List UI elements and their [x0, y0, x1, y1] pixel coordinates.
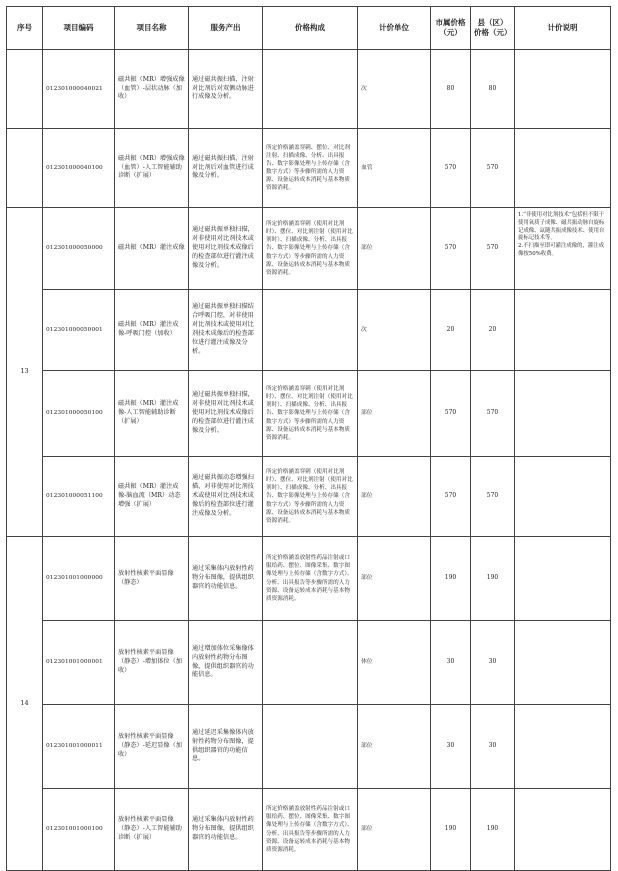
- code-cell: 012301001000100: [43, 789, 115, 871]
- note-cell: 1.“非使用对比剂技术”包括但不限于使用氧质子成像、磁共振动脉自旋标记成像、氙随共振成像技术、使用自旋标记技术等。 2.不扫描至即可灌注成像的，灌注成像按50%收费。: [515, 208, 611, 290]
- county-price-cell: 190: [471, 537, 515, 621]
- composition-cell: [263, 705, 358, 789]
- table-row: [7, 621, 611, 705]
- unit-cell: 部位: [358, 705, 431, 789]
- name-cell: 放射性核素平面显像（静态）-增加体位（加收）: [115, 621, 189, 705]
- header-market-price: 市属价格（元）: [431, 7, 471, 50]
- table-row: [7, 705, 611, 789]
- code-cell: 012301001000001: [43, 621, 115, 705]
- unit-cell: 部位: [358, 208, 431, 290]
- code-cell: 012301000051100: [43, 457, 115, 537]
- composition-cell: 所定价格涵盖放射性药品注射或口服给药、摆位、图像采集、数字图像处理与上传存储（含数字方式）、分析、出具报告等步骤所需的人力资源、设备运转成本消耗与基本物质资源消耗。: [263, 789, 358, 871]
- header-composition: 价格构成: [263, 7, 358, 50]
- market-price-cell: 570: [431, 208, 471, 290]
- composition-cell: 所定价格涵盖穿刺（使用对比剂时）、摆位、对比剂注射（使用对比剂时）、扫描成像、分析、出具报告、数字影像处理与上传存储（含数字方式）等步骤所需的人力资源、设备运转成本消耗与基本物质资源消耗。: [263, 208, 358, 290]
- table-row: [7, 537, 611, 621]
- group-seq-cell: 13: [7, 208, 43, 537]
- note-cell: [515, 457, 611, 537]
- market-price-cell: 20: [431, 290, 471, 371]
- unit-cell: 次: [358, 290, 431, 371]
- seq-cell: [7, 129, 43, 208]
- code-cell: 012301001000000: [43, 537, 115, 621]
- note-cell: [515, 290, 611, 371]
- header-note: 计价说明: [515, 7, 611, 50]
- table-row: [7, 290, 611, 371]
- county-price-cell: 20: [471, 290, 515, 371]
- price-table: [6, 6, 611, 871]
- market-price-cell: 30: [431, 621, 471, 705]
- county-price-cell: 570: [471, 371, 515, 457]
- table-row: [7, 50, 611, 129]
- output-cell: 通过延迟采集像体内放射性药物分布图像，提供组织器官的功能信息。: [189, 705, 263, 789]
- output-cell: 通过采集体内放射性药物分布图像，提供组织器官的功能信息。: [189, 789, 263, 871]
- market-price-cell: 570: [431, 457, 471, 537]
- note-cell: [515, 50, 611, 129]
- county-price-cell: 570: [471, 208, 515, 290]
- unit-cell: 部位: [358, 371, 431, 457]
- unit-cell: 体位: [358, 621, 431, 705]
- unit-cell: 部位: [358, 537, 431, 621]
- market-price-cell: 190: [431, 537, 471, 621]
- note-cell: [515, 129, 611, 208]
- code-cell: 012301000050000: [43, 208, 115, 290]
- table-row: [7, 457, 611, 537]
- header-row: [7, 7, 611, 50]
- name-cell: 放射性核素平面显像（静态）-人工智能辅助诊断（扩展）: [115, 789, 189, 871]
- unit-cell: 血管: [358, 129, 431, 208]
- header-name: 项目名称: [115, 7, 189, 50]
- header-unit: 计价单位: [358, 7, 431, 50]
- code-cell: 012301000040100: [43, 129, 115, 208]
- note-cell: [515, 537, 611, 621]
- unit-cell: 次: [358, 50, 431, 129]
- unit-cell: 部位: [358, 789, 431, 871]
- composition-cell: 所定价格涵盖穿刺（使用对比剂时）、摆位、对比剂注射（使用对比剂时）、扫描成像、分析、出具报告、数字影像处理与上传存储（含数字方式）等步骤所需的人力资源、设备运转成本消耗与基本物质资源消耗。: [263, 457, 358, 537]
- name-cell: 磁共振（MR）增强成像（血管）-层状动脉（加收）: [115, 50, 189, 129]
- note-cell: [515, 705, 611, 789]
- table-row: [7, 129, 611, 208]
- output-cell: 通过增加体位采集像体内放射性药物分布图像，提供组织器官的功能信息。: [189, 621, 263, 705]
- composition-cell: 所定价格涵盖穿刺（使用对比剂时）、摆位、对比剂注射（使用对比剂时）、扫描成像、分析、出具报告、数字影像处理与上传存储（含数字方式）等步骤所需的人力资源、设备运转成本消耗与基本物质资源消耗。: [263, 371, 358, 457]
- market-price-cell: 80: [431, 50, 471, 129]
- county-price-cell: 80: [471, 50, 515, 129]
- composition-cell: 所定价格涵盖穿刺、摆位、对比剂注射、扫描成像、分析、出具报告、数字影像处理与上传存储（含数字方式）等步骤所需的人力资源、设备运转成本消耗与基本物质资源消耗。: [263, 129, 358, 208]
- group-seq-cell: 14: [7, 537, 43, 871]
- output-cell: 通过采集体内放射性药物分布图像，提供组织器官的功能信息。: [189, 537, 263, 621]
- composition-cell: 所定价格涵盖放射性药品注射或口服给药、摆位、图像采集、数字图像处理与上传存储（含数字方式）、分析、出具报告等步骤所需的人力资源、设备运转成本消耗与基本物质资源消耗。: [263, 537, 358, 621]
- county-price-cell: 570: [471, 457, 515, 537]
- note-cell: [515, 371, 611, 457]
- header-seq: 序号: [7, 7, 43, 50]
- name-cell: 放射性核素平面显像（静态）: [115, 537, 189, 621]
- unit-cell: 部位: [358, 457, 431, 537]
- code-cell: 012301000040021: [43, 50, 115, 129]
- composition-cell: [263, 621, 358, 705]
- table-row: [7, 208, 611, 290]
- name-cell: 放射性核素平面显像（静态）-延迟显像（加收）: [115, 705, 189, 789]
- note-cell: [515, 621, 611, 705]
- market-price-cell: 30: [431, 705, 471, 789]
- output-cell: 通过磁共振扫描，注射对比剂后对血管进行成像及分析。: [189, 129, 263, 208]
- output-cell: 通过磁共振扫描，注射对比剂后对双侧动脉进行成像及分析。: [189, 50, 263, 129]
- seq-cell: [7, 50, 43, 129]
- code-cell: 012301000050100: [43, 371, 115, 457]
- county-price-cell: 190: [471, 789, 515, 871]
- table-row: [7, 371, 611, 457]
- code-cell: 012301000050001: [43, 290, 115, 371]
- name-cell: 磁共振（MR）灌注成像-人工智能辅助诊断（扩展）: [115, 371, 189, 457]
- output-cell: 通过磁共振单独扫描，对非使用对比剂技术或使用对比剂技术成像后的检查部位进行灌注成像及分析。: [189, 371, 263, 457]
- name-cell: 磁共振（MR）灌注成像: [115, 208, 189, 290]
- table-row: [7, 789, 611, 871]
- county-price-cell: 570: [471, 129, 515, 208]
- name-cell: 磁共振（MR）增强成像（血管）-人工智能辅助诊断（扩展）: [115, 129, 189, 208]
- header-code: 项目编码: [43, 7, 115, 50]
- name-cell: 磁共振（MR）灌注成像-脑血流（MR）动态增强（扩展）: [115, 457, 189, 537]
- composition-cell: [263, 290, 358, 371]
- market-price-cell: 570: [431, 129, 471, 208]
- header-output: 服务产出: [189, 7, 263, 50]
- composition-cell: [263, 50, 358, 129]
- name-cell: 磁共振（MR）灌注成像-呼吸门控（加收）: [115, 290, 189, 371]
- note-cell: [515, 789, 611, 871]
- market-price-cell: 190: [431, 789, 471, 871]
- header-county-price: 县（区）价格（元）: [471, 7, 515, 50]
- output-cell: 通过磁共振单独扫描结合呼吸门控，对非使用对比剂技术或使用对比剂技术成像后的检查部位进行灌注成像及分析。: [189, 290, 263, 371]
- county-price-cell: 30: [471, 705, 515, 789]
- code-cell: 012301001000011: [43, 705, 115, 789]
- county-price-cell: 30: [471, 621, 515, 705]
- market-price-cell: 570: [431, 371, 471, 457]
- output-cell: 通过磁共振单独扫描，对非使用对比剂技术或使用对比剂技术成像后的检查部位进行灌注成像及分析。: [189, 208, 263, 290]
- output-cell: 通过磁共振动态增强扫描，对非使用对比剂技术或使用对比剂技术成像后的检查部位进行灌注成像及分析。: [189, 457, 263, 537]
